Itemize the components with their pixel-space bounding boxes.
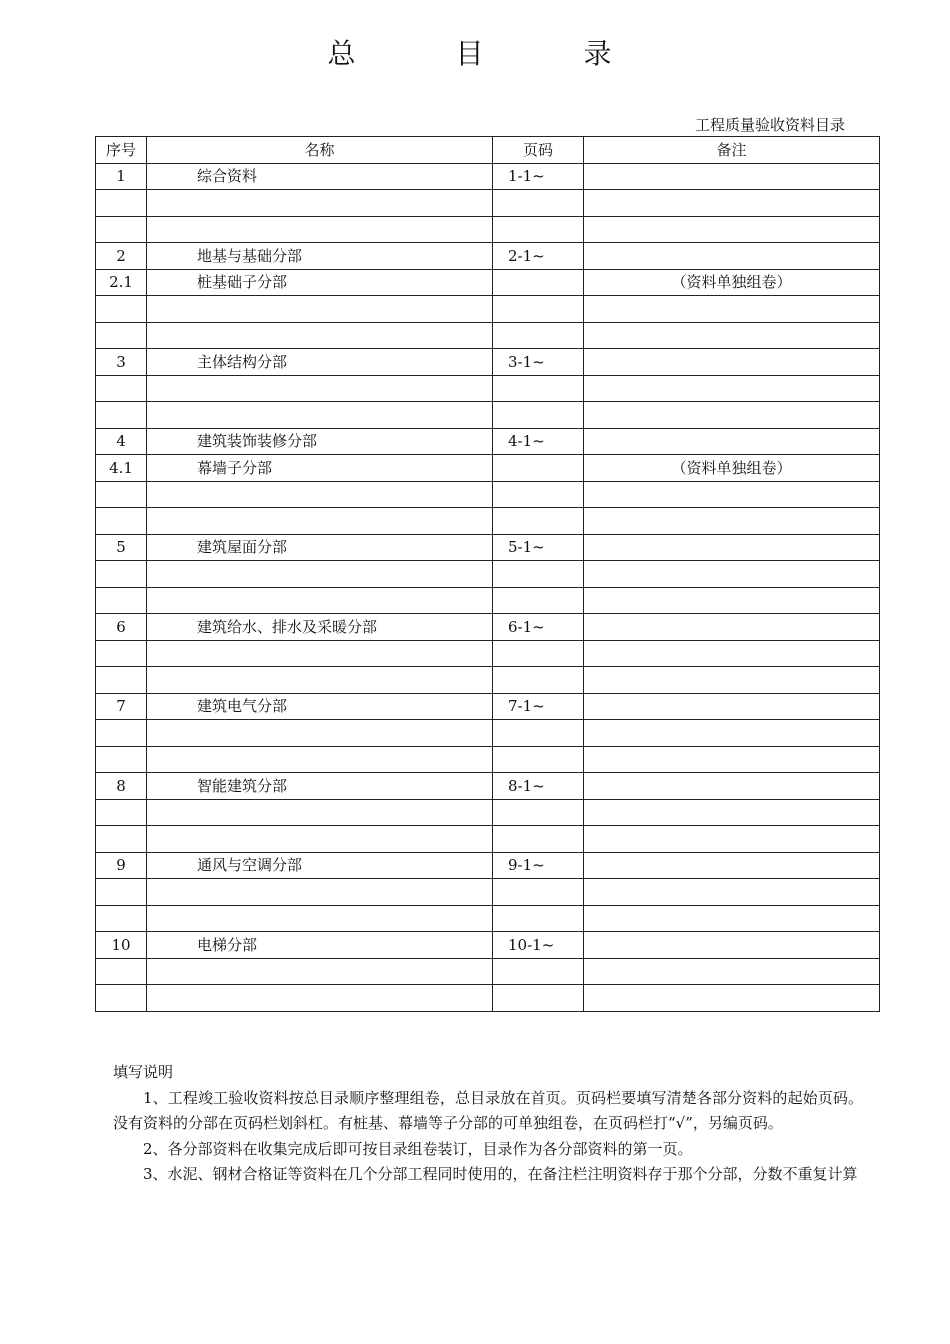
table-row bbox=[96, 481, 880, 508]
table-row bbox=[96, 216, 880, 243]
cell-serial-number bbox=[96, 799, 147, 826]
cell-page-number bbox=[493, 375, 584, 402]
cell-remarks bbox=[584, 296, 880, 323]
cell-remarks bbox=[584, 640, 880, 667]
cell-serial-number: 2 bbox=[96, 243, 147, 270]
cell-remarks bbox=[584, 799, 880, 826]
cell-remarks bbox=[584, 190, 880, 217]
cell-serial-number: 3 bbox=[96, 349, 147, 376]
cell-page-number bbox=[493, 190, 584, 217]
cell-name bbox=[147, 746, 493, 773]
cell-serial-number: 1 bbox=[96, 163, 147, 190]
table-row bbox=[96, 375, 880, 402]
cell-name bbox=[147, 296, 493, 323]
cell-serial-number: 4 bbox=[96, 428, 147, 455]
cell-name bbox=[147, 905, 493, 932]
cell-serial-number bbox=[96, 296, 147, 323]
cell-page-number: 3-1~ bbox=[493, 349, 584, 376]
cell-remarks bbox=[584, 481, 880, 508]
cell-page-number bbox=[493, 455, 584, 482]
cell-page-number bbox=[493, 216, 584, 243]
cell-serial-number bbox=[96, 587, 147, 614]
cell-serial-number bbox=[96, 481, 147, 508]
cell-serial-number bbox=[96, 375, 147, 402]
table-row bbox=[96, 799, 880, 826]
cell-name: 幕墙子分部 bbox=[147, 455, 493, 482]
cell-page-number: 9-1~ bbox=[493, 852, 584, 879]
cell-remarks bbox=[584, 216, 880, 243]
table-row bbox=[96, 746, 880, 773]
cell-name bbox=[147, 985, 493, 1012]
cell-page-number bbox=[493, 587, 584, 614]
cell-remarks bbox=[584, 852, 880, 879]
header-name: 名称 bbox=[147, 137, 493, 164]
cell-page-number bbox=[493, 640, 584, 667]
cell-name bbox=[147, 720, 493, 747]
table-row bbox=[96, 296, 880, 323]
cell-page-number: 7-1~ bbox=[493, 693, 584, 720]
cell-name bbox=[147, 879, 493, 906]
table-row bbox=[96, 879, 880, 906]
table-body bbox=[96, 163, 880, 1011]
cell-name: 建筑装饰装修分部 bbox=[147, 428, 493, 455]
table-row bbox=[96, 985, 880, 1012]
table-row bbox=[96, 640, 880, 667]
cell-name bbox=[147, 587, 493, 614]
cell-page-number: 6-1~ bbox=[493, 614, 584, 641]
table-row bbox=[96, 243, 880, 270]
cell-remarks bbox=[584, 561, 880, 588]
table-row bbox=[96, 428, 880, 455]
cell-page-number bbox=[493, 799, 584, 826]
cell-serial-number bbox=[96, 958, 147, 985]
cell-serial-number: 10 bbox=[96, 932, 147, 959]
table-row bbox=[96, 190, 880, 217]
cell-remarks: （资料单独组卷） bbox=[584, 269, 880, 296]
cell-serial-number bbox=[96, 879, 147, 906]
cell-remarks bbox=[584, 614, 880, 641]
cell-page-number bbox=[493, 402, 584, 429]
cell-name bbox=[147, 799, 493, 826]
cell-page-number: 2-1~ bbox=[493, 243, 584, 270]
instruction-item: 3、水泥、钢材合格证等资料在几个分部工程同时使用的，在备注栏注明资料存于那个分部，分数不重复计算 bbox=[143, 1165, 858, 1183]
instruction-item: 1、工程竣工验收资料按总目录顺序整理组卷，总目录放在首页。页码栏要填写清楚各部分资料的起始页码。没有资料的分部在页码栏划斜杠。有桩基、幕墙等子分部的可单独组卷，在页码栏打“√”，另编页码。 bbox=[113, 1088, 863, 1132]
cell-name: 主体结构分部 bbox=[147, 349, 493, 376]
cell-remarks bbox=[584, 428, 880, 455]
header-serial-number: 序号 bbox=[96, 137, 147, 164]
cell-serial-number bbox=[96, 216, 147, 243]
cell-page-number bbox=[493, 985, 584, 1012]
cell-serial-number bbox=[96, 826, 147, 853]
cell-serial-number bbox=[96, 667, 147, 694]
cell-name bbox=[147, 561, 493, 588]
cell-remarks bbox=[584, 508, 880, 535]
cell-page-number bbox=[493, 508, 584, 535]
cell-remarks bbox=[584, 746, 880, 773]
cell-page-number bbox=[493, 667, 584, 694]
cell-name bbox=[147, 667, 493, 694]
contents-table bbox=[95, 136, 880, 1012]
cell-page-number bbox=[493, 720, 584, 747]
table-row bbox=[96, 667, 880, 694]
table-row bbox=[96, 905, 880, 932]
cell-page-number bbox=[493, 826, 584, 853]
table-row bbox=[96, 773, 880, 800]
cell-name: 电梯分部 bbox=[147, 932, 493, 959]
cell-remarks bbox=[584, 693, 880, 720]
cell-serial-number: 7 bbox=[96, 693, 147, 720]
cell-name: 地基与基础分部 bbox=[147, 243, 493, 270]
cell-name bbox=[147, 640, 493, 667]
cell-name: 建筑屋面分部 bbox=[147, 534, 493, 561]
cell-page-number bbox=[493, 879, 584, 906]
cell-page-number bbox=[493, 561, 584, 588]
instructions-heading: 填写说明 bbox=[113, 1063, 174, 1081]
cell-remarks bbox=[584, 826, 880, 853]
cell-remarks bbox=[584, 375, 880, 402]
cell-name bbox=[147, 322, 493, 349]
cell-name bbox=[147, 481, 493, 508]
table-row bbox=[96, 508, 880, 535]
cell-remarks bbox=[584, 243, 880, 270]
cell-serial-number: 2.1 bbox=[96, 269, 147, 296]
table-header-row bbox=[96, 137, 880, 164]
cell-serial-number: 4.1 bbox=[96, 455, 147, 482]
header-remarks: 备注 bbox=[584, 137, 880, 164]
cell-serial-number bbox=[96, 190, 147, 217]
cell-remarks bbox=[584, 773, 880, 800]
cell-page-number bbox=[493, 269, 584, 296]
cell-name bbox=[147, 190, 493, 217]
table-row bbox=[96, 958, 880, 985]
cell-remarks bbox=[584, 932, 880, 959]
cell-serial-number: 9 bbox=[96, 852, 147, 879]
cell-serial-number bbox=[96, 985, 147, 1012]
table-row bbox=[96, 322, 880, 349]
cell-serial-number bbox=[96, 508, 147, 535]
cell-remarks bbox=[584, 402, 880, 429]
cell-page-number: 1-1~ bbox=[493, 163, 584, 190]
table-row bbox=[96, 349, 880, 376]
cell-serial-number bbox=[96, 402, 147, 429]
page-title: 总 目 录 bbox=[327, 37, 648, 70]
table-row bbox=[96, 852, 880, 879]
cell-remarks bbox=[584, 958, 880, 985]
cell-name: 智能建筑分部 bbox=[147, 773, 493, 800]
cell-remarks bbox=[584, 667, 880, 694]
cell-page-number: 5-1~ bbox=[493, 534, 584, 561]
cell-name bbox=[147, 375, 493, 402]
cell-page-number: 4-1~ bbox=[493, 428, 584, 455]
cell-remarks bbox=[584, 587, 880, 614]
cell-name: 通风与空调分部 bbox=[147, 852, 493, 879]
table-row bbox=[96, 720, 880, 747]
cell-page-number: 10-1~ bbox=[493, 932, 584, 959]
cell-name bbox=[147, 508, 493, 535]
cell-serial-number bbox=[96, 720, 147, 747]
instruction-item: 2、各分部资料在收集完成后即可按目录组卷装订，目录作为各分部资料的第一页。 bbox=[143, 1139, 693, 1158]
cell-serial-number bbox=[96, 561, 147, 588]
cell-name: 建筑电气分部 bbox=[147, 693, 493, 720]
table-row bbox=[96, 587, 880, 614]
cell-page-number bbox=[493, 905, 584, 932]
cell-name: 桩基础子分部 bbox=[147, 269, 493, 296]
cell-page-number bbox=[493, 322, 584, 349]
table-row bbox=[96, 163, 880, 190]
table-row bbox=[96, 534, 880, 561]
cell-page-number bbox=[493, 296, 584, 323]
cell-serial-number bbox=[96, 322, 147, 349]
cell-remarks bbox=[584, 905, 880, 932]
table-row bbox=[96, 614, 880, 641]
cell-remarks bbox=[584, 985, 880, 1012]
cell-page-number bbox=[493, 746, 584, 773]
cell-name: 建筑给水、排水及采暖分部 bbox=[147, 614, 493, 641]
cell-name: 综合资料 bbox=[147, 163, 493, 190]
cell-remarks bbox=[584, 879, 880, 906]
cell-name bbox=[147, 216, 493, 243]
cell-remarks bbox=[584, 163, 880, 190]
table-row bbox=[96, 455, 880, 482]
cell-remarks bbox=[584, 322, 880, 349]
table-row bbox=[96, 693, 880, 720]
cell-serial-number bbox=[96, 640, 147, 667]
cell-remarks bbox=[584, 720, 880, 747]
cell-remarks: （资料单独组卷） bbox=[584, 455, 880, 482]
table-row bbox=[96, 402, 880, 429]
instructions-section bbox=[113, 1060, 863, 1188]
cell-serial-number: 8 bbox=[96, 773, 147, 800]
table-row bbox=[96, 269, 880, 296]
cell-serial-number bbox=[96, 905, 147, 932]
cell-name bbox=[147, 826, 493, 853]
cell-page-number bbox=[493, 958, 584, 985]
table-row bbox=[96, 561, 880, 588]
cell-page-number bbox=[493, 481, 584, 508]
header-page-number: 页码 bbox=[493, 137, 584, 164]
cell-name bbox=[147, 402, 493, 429]
cell-page-number: 8-1~ bbox=[493, 773, 584, 800]
cell-serial-number: 6 bbox=[96, 614, 147, 641]
table-row bbox=[96, 826, 880, 853]
cell-remarks bbox=[584, 349, 880, 376]
cell-serial-number: 5 bbox=[96, 534, 147, 561]
cell-remarks bbox=[584, 534, 880, 561]
table-row bbox=[96, 932, 880, 959]
cell-name bbox=[147, 958, 493, 985]
document-subtitle: 工程质量验收资料目录 bbox=[694, 116, 845, 134]
cell-serial-number bbox=[96, 746, 147, 773]
